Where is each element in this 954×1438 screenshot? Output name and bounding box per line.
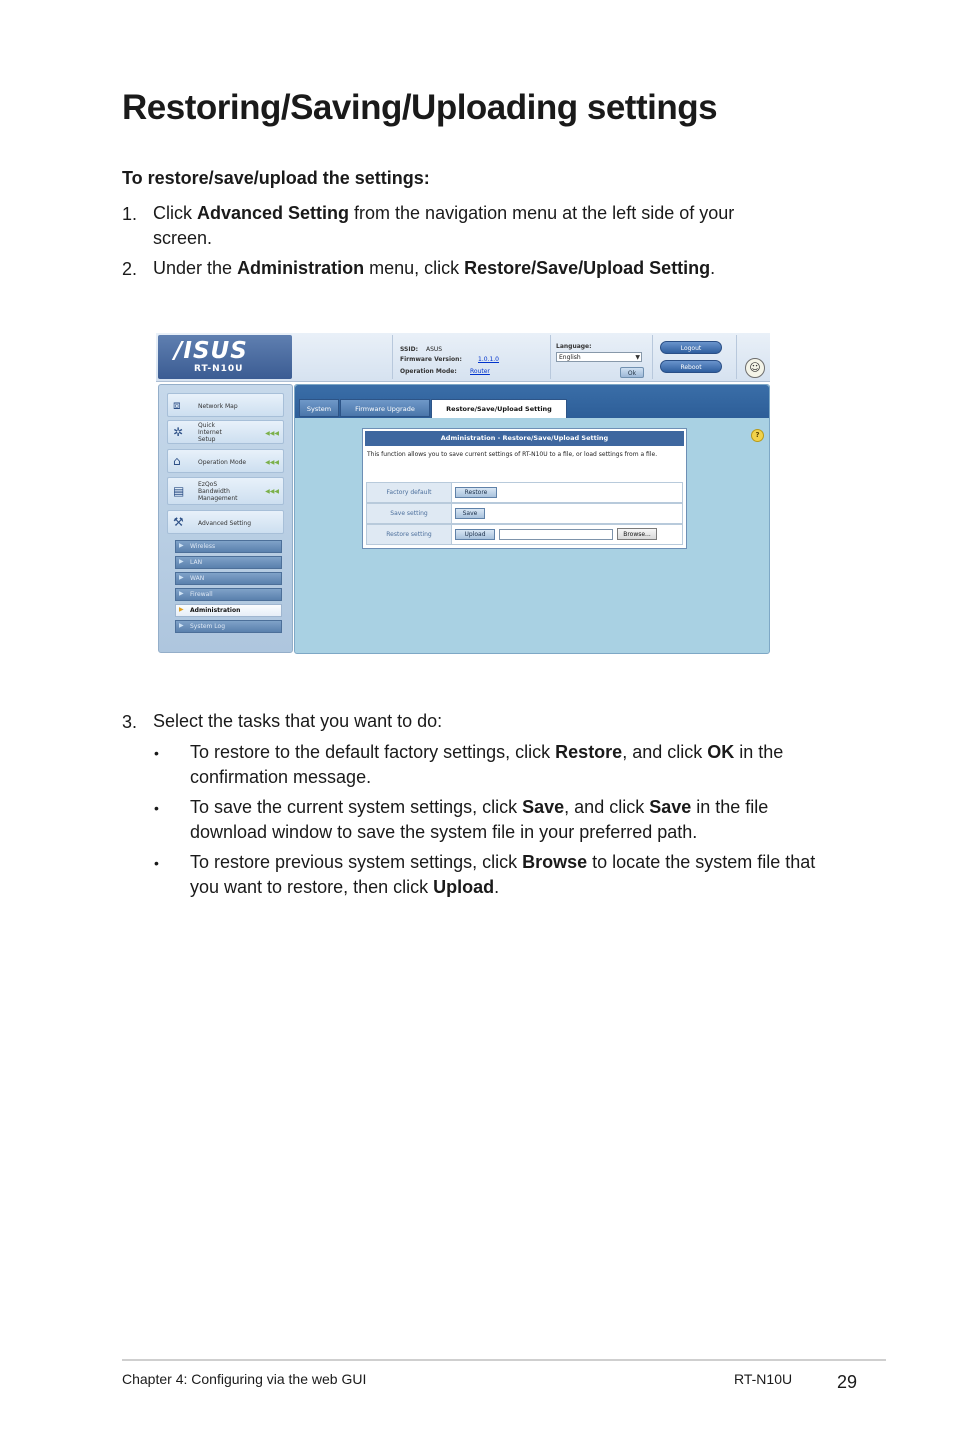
submenu-firewall[interactable] [175,588,282,601]
menu-label: Internet [198,429,222,436]
row-label: Restore setting [367,525,452,544]
arrows-icon: ◀◀◀ [265,430,279,437]
bullet-marker: • [154,855,159,871]
tab-firmware-upgrade[interactable]: Firmware Upgrade [340,399,430,417]
page-number: 29 [837,1372,858,1392]
menu-label: Management [198,495,238,502]
gui-header [156,333,770,382]
submenu-label: Firewall [190,591,213,598]
language-select[interactable]: English ▼ [556,352,642,362]
step-1-text: Click Advanced Setting from the navigation menu at the left side of your screen. [153,203,735,248]
arrow-icon: ▶ [179,590,184,597]
footer-chapter: Chapter 4: Configuring via the web GUI [122,1371,367,1387]
menu-label: Operation Mode [198,459,247,466]
menu-label: Advanced Setting [198,520,252,527]
file-path-input[interactable] [499,529,613,540]
footer-divider [122,1359,886,1361]
submenu-wan[interactable] [175,572,282,585]
submenu-label: WAN [190,575,205,582]
footer-model: RT-N10U [734,1371,793,1387]
tab-bar [295,385,769,418]
header-divider [652,335,653,379]
submenu-wireless[interactable] [175,540,282,553]
gui-sidebar [158,384,293,653]
submenu-label: Wireless [190,543,216,550]
arrow-icon: ▶ [179,606,184,613]
arrow-icon: ▶ [179,542,184,549]
menu-label: Network Map [198,403,238,410]
firmware-link[interactable]: 1.0.1.0 [478,356,499,363]
bullet-marker: • [154,745,159,761]
section-subheading: To restore/save/upload the settings: [122,168,430,188]
bandwidth-icon: ▤ [173,484,185,498]
header-divider [550,335,551,379]
header-divider [392,335,393,379]
bullet-3-text: To restore previous system settings, click Browse to locate the system file that you want to restore, then click Upload. [190,852,816,897]
logout-button[interactable]: Logout [660,341,722,354]
smiley-icon: ☺ [745,358,765,378]
wand-icon: ✲ [173,425,184,439]
arrows-icon: ◀◀◀ [265,488,279,495]
arrows-icon: ◀◀◀ [265,459,279,466]
asus-logo: /ISUS [174,338,248,364]
submenu-label: LAN [190,559,203,566]
menu-label: Setup [198,436,216,443]
factory-default-row [366,482,683,503]
menu-operation-mode[interactable] [167,449,284,473]
router-gui-screenshot [156,333,770,654]
router-model: RT-N10U [194,364,244,374]
step-1-number: 1. [122,204,138,224]
tools-icon: ⚒ [173,515,184,529]
step-3-text: Select the tasks that you want to do: [153,711,443,731]
menu-label: EzQoS [198,481,218,488]
arrow-icon: ▶ [179,622,184,629]
language-label: Language: [556,343,592,350]
restore-button[interactable]: Restore [455,487,497,498]
settings-panel [362,428,687,549]
step-3-number: 3. [122,712,138,732]
submenu-system-log[interactable] [175,620,282,633]
opmode-label: Operation Mode: [400,368,457,375]
submenu-label: Administration [190,607,241,614]
browse-button[interactable]: Browse... [617,528,657,540]
network-map-icon: ⧈ [173,398,181,412]
header-divider [736,335,737,379]
step-2-text: Under the Administration menu, click Restore/Save/Upload Setting. [153,258,716,278]
reboot-button[interactable]: Reboot [660,360,722,373]
arrow-icon: ▶ [179,574,184,581]
arrow-icon: ▶ [179,558,184,565]
save-button[interactable]: Save [455,508,485,519]
menu-network-map[interactable] [167,393,284,417]
submenu-label: System Log [190,623,225,630]
router-icon: ⌂ [173,454,181,468]
menu-label: Quick [198,422,215,429]
step-2-number: 2. [122,259,138,279]
gui-content [294,384,770,654]
save-setting-row [366,503,683,524]
asus-logo-box [158,335,292,379]
panel-title: Administration - Restore/Save/Upload Setting [365,431,684,446]
upload-button[interactable]: Upload [455,529,495,540]
chevron-down-icon: ▼ [635,354,640,361]
submenu-lan[interactable] [175,556,282,569]
submenu-administration[interactable] [175,604,282,617]
bullet-marker: • [154,800,159,816]
menu-quick-internet-setup[interactable] [167,420,284,444]
menu-advanced-setting[interactable] [167,510,284,534]
row-label: Save setting [367,504,452,523]
language-ok-button[interactable]: Ok [620,367,644,378]
opmode-link[interactable]: Router [470,368,490,375]
panel-description: This function allows you to save current settings of RT-N10U to a file, or load settings from a file. [367,451,658,458]
ssid-value: ASUS [426,346,443,353]
tab-restore-save-upload[interactable]: Restore/Save/Upload Setting [431,399,567,418]
ssid-label: SSID: [400,346,418,353]
menu-ezqos[interactable] [167,477,284,505]
bullet-2-text: To save the current system settings, click Save, and click Save in the file download window to save the system file in your preferred path. [190,797,769,842]
page-title: Restoring/Saving/Uploading settings [122,88,718,127]
tab-system[interactable]: System [299,399,339,417]
restore-setting-row [366,524,683,545]
menu-label: Bandwidth [198,488,230,495]
firmware-label: Firmware Version: [400,356,462,363]
help-icon[interactable]: ? [751,429,764,442]
bullet-1-text: To restore to the default factory settings, click Restore, and click OK in the confirmation message. [190,742,784,787]
row-label: Factory default [367,483,452,502]
